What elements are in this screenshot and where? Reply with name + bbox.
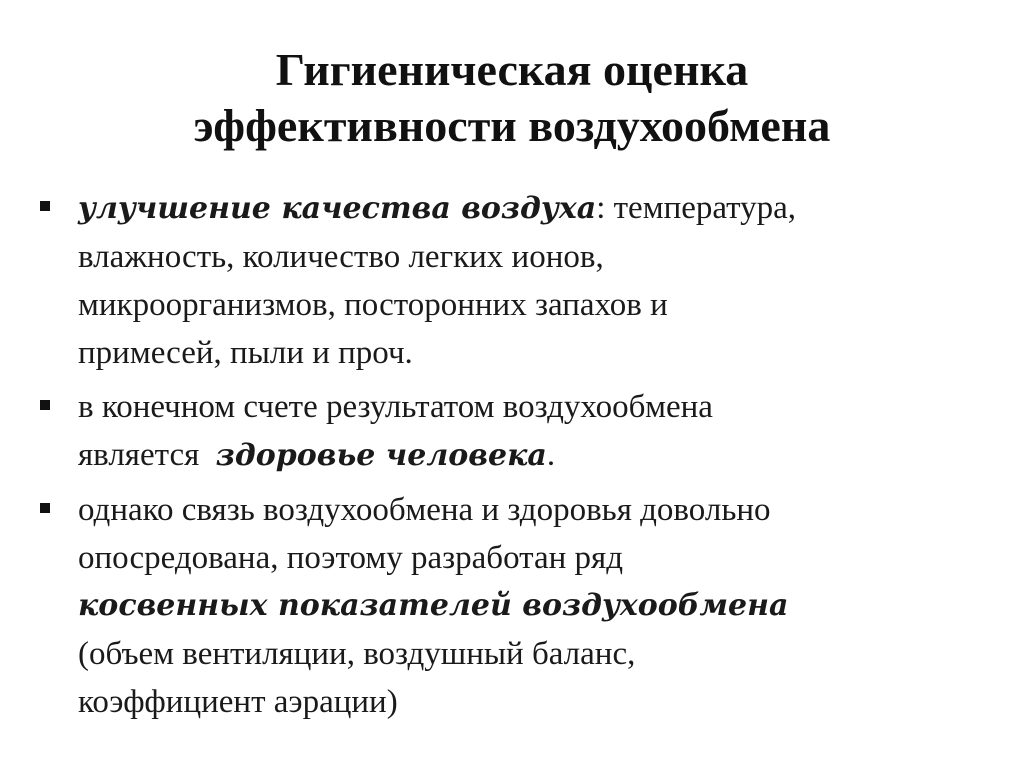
bullet-indirect-indicators (40, 486, 980, 726)
title-line-2: эффективности воздухообмена (193, 100, 831, 151)
bullet-health-result (40, 383, 980, 480)
bullet-list (40, 184, 980, 732)
bullet-1-line-4: примесей, пыли и проч. (78, 335, 413, 371)
bullet-2-line-1: в конечном счете результатом воздухообмена (78, 389, 713, 425)
square-bullet-icon (40, 503, 50, 513)
bullet-3-line-2: опосредована, поэтому разработан ряд (78, 540, 623, 576)
bullet-1-line-1 (78, 184, 980, 233)
bullet-3-line-5: коэффициент аэрации) (78, 684, 398, 720)
bullet-1-line-3: микроорганизмов, посторонних запахов и (78, 287, 668, 323)
air-quality-emphasis: улучшение качества воздуха (78, 191, 597, 226)
bullet-2-suffix: . (546, 437, 556, 473)
bullet-1-text-1: : температура, (596, 190, 797, 226)
bullet-1-line-2: влажность, количество легких ионов, (78, 239, 604, 275)
bullet-3-line-1: однако связь воздухообмена и здоровья довольно (78, 492, 771, 528)
bullet-3-line-4: (объем вентиляции, воздушный баланс, (78, 636, 636, 672)
square-bullet-icon (40, 201, 50, 211)
bullet-2-prefix: является (78, 437, 216, 473)
slide-title (40, 42, 984, 154)
human-health-emphasis: здоровье человека (215, 438, 547, 473)
title-line-1: Гигиеническая оценка (275, 44, 749, 95)
bullet-2-line-2 (78, 431, 980, 480)
bullet-air-quality (40, 184, 980, 377)
indirect-indicators-emphasis: косвенных показателей воздухообмена (78, 588, 789, 623)
square-bullet-icon (40, 400, 50, 410)
